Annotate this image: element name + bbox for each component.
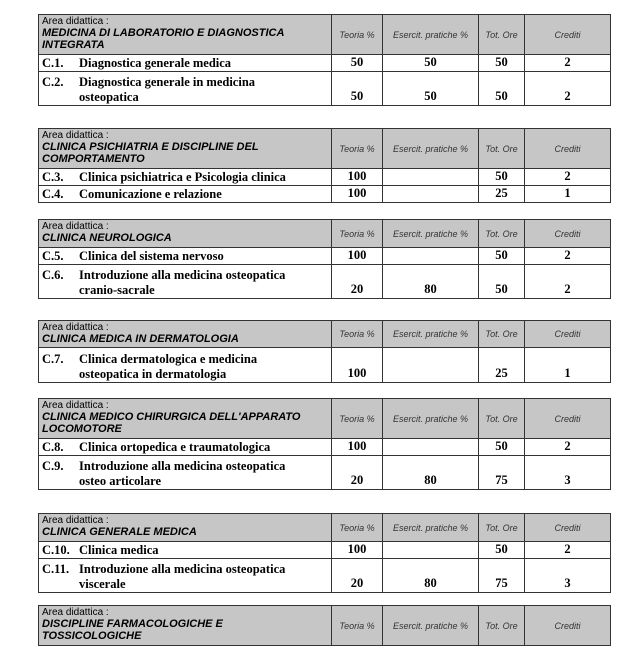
course-title-line: osteopatica (79, 90, 139, 104)
crediti-value: 3 (525, 559, 611, 593)
course-row (39, 265, 611, 299)
course-code: C.10. (42, 543, 70, 557)
col-crediti: Crediti (525, 606, 611, 646)
section-table (38, 398, 611, 490)
course-code: C.9. (42, 459, 64, 473)
course-code: C.11. (42, 562, 70, 576)
col-tot-ore: Tot. Ore (479, 220, 525, 248)
area-name: LOCOMOTORE (42, 423, 122, 435)
course-row (39, 456, 611, 490)
esercit-value: 80 (383, 265, 479, 299)
teoria-value: 50 (332, 72, 383, 106)
crediti-value: 2 (525, 439, 611, 456)
ore-value: 50 (479, 542, 525, 559)
ore-value: 25 (479, 186, 525, 203)
course-title (39, 186, 332, 203)
crediti-value: 2 (525, 265, 611, 299)
course-title (39, 456, 332, 490)
course-title-line: viscerale (79, 577, 126, 591)
esercit-value (383, 542, 479, 559)
course-title-line: Introduzione alla medicina osteopatica (79, 562, 286, 576)
course-row (39, 248, 611, 265)
esercit-value (383, 439, 479, 456)
course-code: C.4. (42, 187, 64, 201)
area-name: CLINICA MEDICA IN DERMATOLOGIA (42, 333, 239, 345)
course-title (39, 72, 332, 106)
area-header (39, 514, 332, 542)
area-header (39, 399, 332, 439)
esercit-value (383, 248, 479, 265)
area-label: Area didattica : (42, 130, 109, 141)
ore-value: 50 (479, 169, 525, 186)
col-tot-ore: Tot. Ore (479, 129, 525, 169)
course-title-line: osteopatica in dermatologia (79, 367, 227, 381)
area-header (39, 129, 332, 169)
area-name: TOSSICOLOGICHE (42, 630, 142, 642)
col-tot-ore: Tot. Ore (479, 321, 525, 348)
area-label: Area didattica : (42, 515, 109, 526)
course-row (39, 169, 611, 186)
course-code: C.3. (42, 170, 64, 184)
crediti-value: 1 (525, 348, 611, 383)
course-title (39, 348, 332, 383)
area-name: DISCIPLINE FARMACOLOGICHE E (42, 618, 223, 630)
course-title-line: Clinica ortopedica e traumatologica (79, 440, 271, 454)
course-title-line: Introduzione alla medicina osteopatica (79, 268, 286, 282)
section-table (38, 14, 611, 106)
crediti-value: 2 (525, 248, 611, 265)
course-title-line: Diagnostica generale medica (79, 56, 232, 70)
course-row (39, 439, 611, 456)
col-crediti: Crediti (525, 15, 611, 55)
section-table (38, 128, 611, 203)
course-code: C.8. (42, 440, 64, 454)
area-name: CLINICA MEDICO CHIRURGICA DELL'APPARATO (42, 411, 301, 423)
course-title (39, 265, 332, 299)
esercit-value (383, 186, 479, 203)
teoria-value: 100 (332, 169, 383, 186)
crediti-value: 2 (525, 542, 611, 559)
teoria-value: 20 (332, 265, 383, 299)
esercit-value: 50 (383, 55, 479, 72)
course-row (39, 559, 611, 593)
course-title-line: osteo articolare (79, 474, 162, 488)
teoria-value: 100 (332, 542, 383, 559)
area-name: COMPORTAMENTO (42, 153, 145, 165)
col-esercit: Esercit. pratiche % (383, 321, 479, 348)
teoria-value: 100 (332, 186, 383, 203)
crediti-value: 3 (525, 456, 611, 490)
esercit-value (383, 169, 479, 186)
col-esercit: Esercit. pratiche % (383, 220, 479, 248)
course-code: C.1. (42, 56, 64, 70)
ore-value: 50 (479, 72, 525, 106)
course-code: C.7. (42, 352, 64, 366)
course-title-line: Clinica dermatologica e medicina (79, 352, 258, 366)
area-header (39, 321, 332, 348)
course-title-line: Introduzione alla medicina osteopatica (79, 459, 286, 473)
esercit-value: 50 (383, 72, 479, 106)
section-table (38, 219, 611, 299)
course-title-line: Comunicazione e relazione (79, 187, 222, 201)
crediti-value: 1 (525, 186, 611, 203)
ore-value: 50 (479, 265, 525, 299)
ore-value: 75 (479, 456, 525, 490)
course-title (39, 542, 332, 559)
col-crediti: Crediti (525, 514, 611, 542)
course-code: C.2. (42, 75, 64, 89)
course-title-line: Clinica del sistema nervoso (79, 249, 224, 263)
col-tot-ore: Tot. Ore (479, 606, 525, 646)
col-teoria: Teoria % (332, 220, 383, 248)
col-esercit: Esercit. pratiche % (383, 399, 479, 439)
teoria-value: 100 (332, 439, 383, 456)
course-code: C.6. (42, 268, 64, 282)
crediti-value: 2 (525, 55, 611, 72)
area-label: Area didattica : (42, 221, 109, 232)
esercit-value (383, 348, 479, 383)
col-crediti: Crediti (525, 399, 611, 439)
course-title-line: Clinica medica (79, 543, 159, 557)
col-teoria: Teoria % (332, 606, 383, 646)
ore-value: 50 (479, 439, 525, 456)
col-teoria: Teoria % (332, 514, 383, 542)
course-row (39, 542, 611, 559)
area-header (39, 15, 332, 55)
course-row (39, 72, 611, 106)
col-crediti: Crediti (525, 220, 611, 248)
area-name: MEDICINA DI LABORATORIO E DIAGNOSTICA (42, 27, 285, 39)
ore-value: 50 (479, 248, 525, 265)
col-teoria: Teoria % (332, 399, 383, 439)
col-tot-ore: Tot. Ore (479, 514, 525, 542)
ore-value: 50 (479, 55, 525, 72)
course-title (39, 169, 332, 186)
course-title (39, 55, 332, 72)
col-crediti: Crediti (525, 321, 611, 348)
course-title (39, 559, 332, 593)
course-row (39, 55, 611, 72)
ore-value: 75 (479, 559, 525, 593)
col-tot-ore: Tot. Ore (479, 15, 525, 55)
teoria-value: 100 (332, 348, 383, 383)
esercit-value: 80 (383, 559, 479, 593)
course-code: C.5. (42, 249, 64, 263)
area-label: Area didattica : (42, 16, 109, 27)
course-title (39, 248, 332, 265)
area-name: INTEGRATA (42, 39, 105, 51)
esercit-value: 80 (383, 456, 479, 490)
col-teoria: Teoria % (332, 321, 383, 348)
crediti-value: 2 (525, 72, 611, 106)
crediti-value: 2 (525, 169, 611, 186)
course-title-line: Clinica psichiatrica e Psicologia clinica (79, 170, 286, 184)
teoria-value: 20 (332, 456, 383, 490)
area-label: Area didattica : (42, 322, 109, 333)
teoria-value: 100 (332, 248, 383, 265)
col-crediti: Crediti (525, 129, 611, 169)
col-esercit: Esercit. pratiche % (383, 129, 479, 169)
section-table (38, 513, 611, 593)
col-teoria: Teoria % (332, 15, 383, 55)
course-title-line: cranio-sacrale (79, 283, 155, 297)
area-label: Area didattica : (42, 607, 109, 618)
col-tot-ore: Tot. Ore (479, 399, 525, 439)
course-row (39, 186, 611, 203)
ore-value: 25 (479, 348, 525, 383)
col-esercit: Esercit. pratiche % (383, 514, 479, 542)
course-title-line: Diagnostica generale in medicina (79, 75, 256, 89)
teoria-value: 20 (332, 559, 383, 593)
course-title (39, 439, 332, 456)
area-header (39, 220, 332, 248)
col-esercit: Esercit. pratiche % (383, 606, 479, 646)
course-row (39, 348, 611, 383)
area-name: CLINICA PSICHIATRIA E DISCIPLINE DEL (42, 141, 259, 153)
area-name: CLINICA GENERALE MEDICA (42, 526, 197, 538)
area-label: Area didattica : (42, 400, 109, 411)
area-name: CLINICA NEUROLOGICA (42, 232, 172, 244)
teoria-value: 50 (332, 55, 383, 72)
section-table (38, 320, 611, 383)
col-teoria: Teoria % (332, 129, 383, 169)
col-esercit: Esercit. pratiche % (383, 15, 479, 55)
